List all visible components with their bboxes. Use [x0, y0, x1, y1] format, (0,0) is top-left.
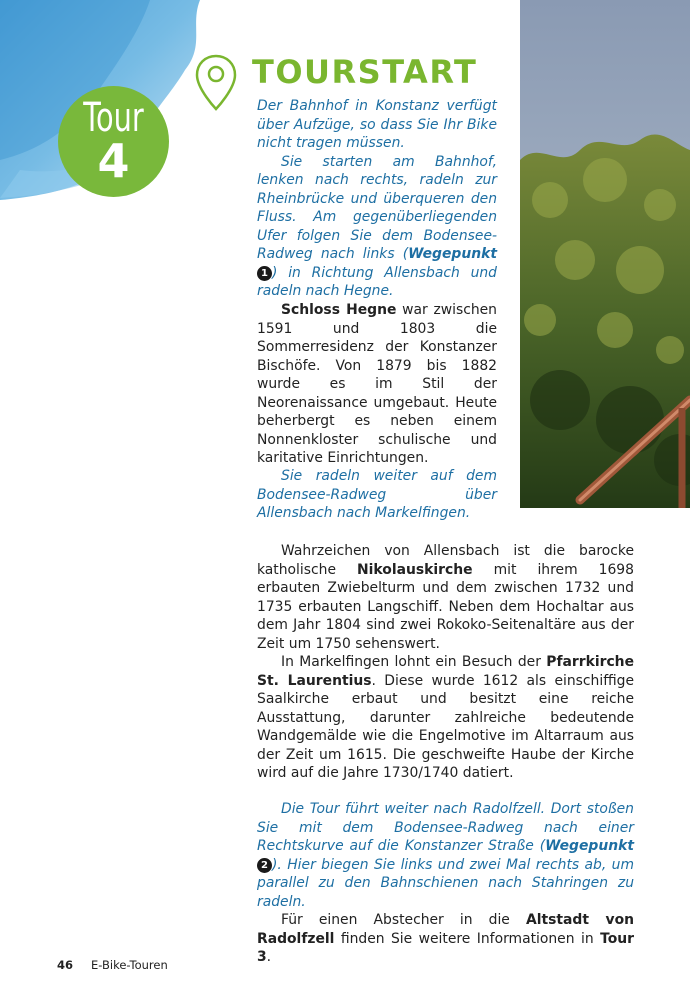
intro-text: [257, 97, 497, 301]
markelfingen-before: In Markelfingen lohnt ein Besuch der: [281, 654, 547, 670]
radolfzell-paragraph: [257, 911, 634, 967]
waypoint-1-marker: 1: [257, 266, 272, 281]
waypoint-label-2: Wegepunkt: [545, 838, 634, 854]
section-heading: TOURSTART: [252, 53, 478, 91]
markelfingen-after: . Diese wurde 1612 als einschiffige Saalkirche erbaut und besitzt eine reiche Ausstattung, darunter zahlreiche bedeutende Wandgemälde wie die Engelmotive im Altarraum aus der Zeit um 1615. Die geschweifte Haube der Kirche wird auf die Jahre 1730/1740 datiert.: [257, 672, 634, 781]
altstadt-radolfzell-title: Altstadt von Radolfzell: [257, 912, 634, 947]
page-footer: [57, 958, 168, 972]
location-pin-icon: [193, 53, 239, 113]
allensbach-before: Wahrzeichen von Allensbach ist die barocke katholische: [257, 543, 634, 578]
tree-photo: [520, 0, 690, 508]
allensbach-paragraph: [257, 542, 634, 653]
footer-title: E-Bike-Touren: [91, 958, 168, 972]
schloss-hegne-title: Schloss Hegne: [281, 302, 397, 318]
intro-p2-before: Sie starten am Bahnhof, lenken nach rechts, radeln zur Rheinbrücke und überqueren den Fluss. Am gegenüberliegenden Ufer folgen Sie dem Bodensee-Radweg nach links (: [257, 153, 497, 262]
tour-3-reference: Tour 3: [257, 930, 634, 965]
radolfzell-middle: finden Sie weitere Informationen in: [334, 930, 601, 947]
route-text-2: [257, 467, 497, 523]
markelfingen-paragraph: [257, 653, 634, 783]
tour-badge-number: 4: [97, 134, 130, 188]
radolfzell-after: .: [266, 949, 272, 965]
page-number: 46: [57, 958, 74, 972]
route-paragraph-3: [257, 800, 634, 911]
radolfzell-before: Für einen Abstecher in die: [281, 912, 526, 928]
route-text-3: [257, 800, 634, 911]
intro-paragraph-2: [257, 153, 497, 301]
intro-p2-after: ) in Richtung Allensbach und radeln nach Hegne.: [257, 264, 497, 299]
route-paragraph-2: Sie radeln weiter auf dem Bodensee-Radweg über Allensbach nach Markelfingen.: [257, 468, 497, 521]
st-laurentius-title: Pfarrkirche St. Laurentius: [257, 654, 634, 689]
waypoint-label: Wegepunkt: [408, 246, 497, 262]
route3-before: Die Tour führt weiter nach Radolfzell. Dort stoßen Sie mit dem Bodensee-Radweg nach einer Rechtskurve auf die Konstanzer Straße (: [257, 801, 634, 854]
intro-paragraph-1: Der Bahnhof in Konstanz verfügt über Aufzüge, so dass Sie Ihr Bike nicht tragen müssen.: [257, 98, 497, 151]
tour-badge-word: Tour: [83, 95, 144, 141]
schloss-body: war zwischen 1591 und 1803 die Sommerresidenz der Konstanzer Bischöfe. Von 1879 bis 1882 wurde es im Stil der Neorenaissance umgebaut. Heute beherbergt es neben einem Nonnenkloster schulische und karitative Einrichtungen.: [257, 302, 497, 466]
tour-badge: [58, 86, 169, 197]
schloss-hegne-text: [257, 301, 497, 468]
churches-text: [257, 542, 634, 783]
waypoint-2-marker: 2: [257, 858, 272, 873]
schloss-paragraph: [257, 301, 497, 468]
allensbach-after: mit ihrem 1698 erbauten Zwiebelturm und dem zwischen 1732 und 1735 erbauten Langschiff. Neben dem Hochaltar aus dem Jahr 1804 sind zwei Rokoko-Seitenaltäre aus der Zeit um 1750 sehenswert.: [257, 561, 634, 652]
route3-after: ). Hier biegen Sie links und zwei Mal rechts ab, um parallel zu den Bahnschienen nach Stahringen zu radeln.: [257, 856, 634, 910]
radolfzell-text: [257, 911, 634, 967]
nikolauskirche-title: Nikolauskirche: [357, 561, 473, 578]
